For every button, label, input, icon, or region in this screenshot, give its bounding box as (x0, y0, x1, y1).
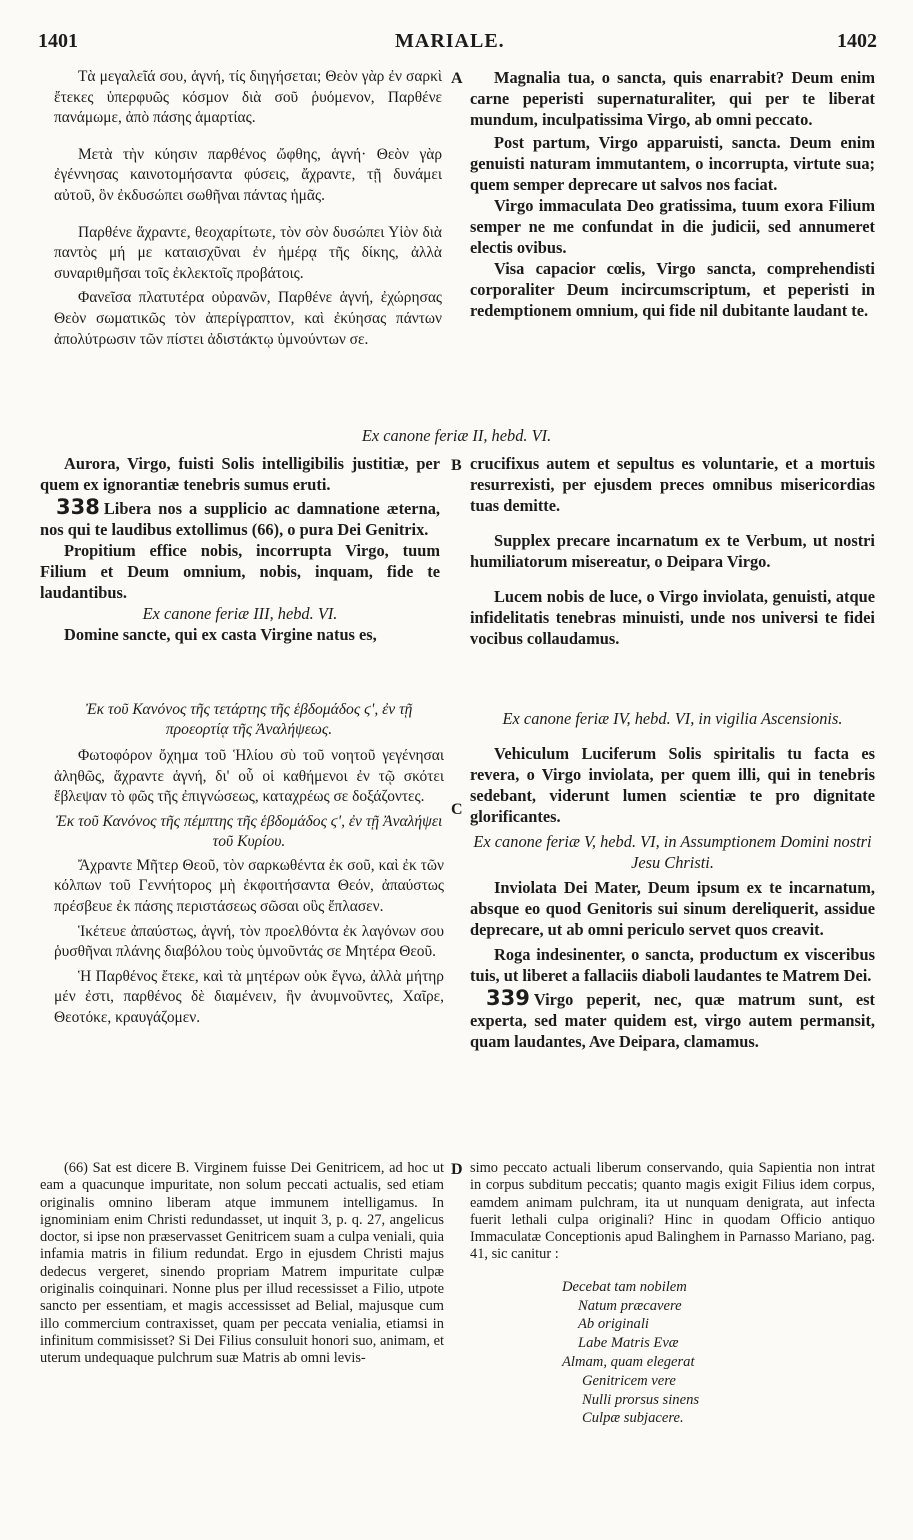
paragraph-number: 338 (56, 495, 100, 519)
latin-paragraph: Aurora, Virgo, fuisti Solis intelligibilis justitiæ, per quem ex ignorantiæ tenebris sumus eruti. (40, 454, 440, 494)
poem (562, 1278, 875, 1428)
latin-paragraph: Vehiculum Luciferum Solis spiritalis tu facta es revera, o Virgo inviolata, per quem illi, qui in tenebris sedebant, viderunt lumen scientiæ te pro dignitate glorificantes. (470, 744, 875, 826)
section-rubric: Ἐκ τοῦ Κανόνος τῆς τετάρτης τῆς ἑβδομάδος ϛ', ἐν τῇ προεορτίᾳ τῆς Ἀναλήψεως. (85, 701, 413, 738)
latin-paragraph-339: 339 Virgo peperit, nec, quæ matrum sunt, est experta, sed mater quidem est, virgo autem permansit, quam laudantes, Ave Deipara, clamamus. (470, 986, 875, 1051)
page-header (0, 30, 913, 60)
section-rubric: Ex canone feriæ III, hebd. VI. (142, 604, 338, 623)
latin-paragraph: Inviolata Dei Mater, Deum ipsum ex te incarnatum, absque eo quod Genitoris sui sinum dereliquerit, assidue deprecare, ut ab omni periculo servet quos creavit. (470, 878, 875, 939)
poem-line: Culpæ subjacere. (582, 1410, 684, 1427)
latin-paragraph: Virgo immaculata Deo gratissima, tuum exora Filium semper ne me confundat in die judicii, sed annumeret electis ovibus. (470, 196, 875, 257)
margin-letter-d: D (451, 1161, 463, 1178)
section-rubric: Ex canone feriæ II, hebd. VI. (361, 426, 552, 445)
margin-letter-c: C (451, 801, 463, 818)
greek-paragraph: Μετὰ τὴν κύησιν παρθένος ὤφθης, ἁγνή· Θεὸν γὰρ ἐγέννησας καινοτομήσαντα φύσεις, ἄχραντε, τῇ δυνάμει αὐτοῦ, ὃν ἐκδυσώπει σωθῆναι πάντας ἡμᾶς. (54, 145, 442, 204)
greek-paragraph: Φωτοφόρον ὄχημα τοῦ Ἡλίου σὺ τοῦ νοητοῦ γεγένησαι ἀληθῶς, ἄχραντε ἁγνή, δι' οὗ οἱ καθήμενοι ἐν τῷ σκότει ἔβλεψαν τὸ φῶς τῆς ἐπιγνώσεως, καταχρέως σε δοξάζοντες. (54, 747, 444, 806)
section-rubric: Ἐκ τοῦ Κανόνος τῆς πέμπτης τῆς ἑβδομάδος ϛ', ἐν τῇ Ἀναλήψει τοῦ Κυρίου. (55, 812, 443, 850)
latin-column-left-mid (40, 453, 440, 645)
section-rubric: Ex canone feriæ V, hebd. VI, in Assumptionem Domini nostri Jesu Christi. (473, 832, 872, 872)
greek-paragraph: Τὰ μεγαλεῖά σου, ἁγνή, τίς διηγήσεται; Θεὸν γὰρ ἐν σαρκὶ ἔτεκες ὑπερφυῶς κόσμον διὰ σοῦ ῥυόμενον, Παρθένε πανάμωμε, ἀπὸ πάσης ἁμαρτίας. (54, 68, 442, 127)
latin-paragraph: Propitium effice nobis, incorrupta Virgo, tuum Filium et Deum omnium, nobis, inquam, fide te laudantibus. (40, 541, 440, 602)
greek-paragraph: Ἱκέτευε ἀπαύστως, ἁγνή, τὸν προελθόντα ἐκ λαγόνων σου ῥυσθῆναι πλάνης διαβόλου τοὺς ὑμνοῦντάς σε Μητέρα Θεοῦ. (54, 922, 444, 961)
greek-column-low (54, 700, 444, 1029)
latin-paragraph: Visa capacior cœlis, Virgo sancta, comprehendisti corporaliter Deum incircumscriptum, et peperisti in redemptionem omnium, qui fide nil dubitante laudant te. (470, 259, 875, 320)
poem-line: Genitricem vere (582, 1372, 676, 1389)
latin-column-low (470, 708, 875, 1052)
margin-letter-b: B (451, 457, 462, 474)
latin-paragraph: Lucem nobis de luce, o Virgo inviolata, genuisti, atque infidelitatis tenebras minuisti, unde nos universi te fidei vocibus collaudamus. (470, 587, 875, 648)
latin-paragraph: Domine sancte, qui ex casta Virgine natus es, (64, 625, 377, 644)
latin-paragraph: Roga indesinenter, o sancta, productum ex visceribus tuis, ut liberet a fallaciis diaboli laudantes te Matrem Dei. (470, 945, 875, 985)
running-title: MARIALE. (395, 30, 505, 52)
greek-paragraph: Ἄχραντε Μῆτερ Θεοῦ, τὸν σαρκωθέντα ἐκ σοῦ, καὶ ἐκ τῶν κόλπων τοῦ Γεννήτορος μὴ ἐκφοιτήσαντα Θεόν, ἀπαύστως πρέσβευε ἐκ πάσης περιστάσεως σῶσαι οὓς ἔπλασεν. (54, 856, 444, 915)
latin-paragraph-338: 338 Libera nos a supplicio ac damnatione æterna, nos qui te laudibus extollimus (66), o pura Dei Genitrix. (40, 495, 440, 539)
poem-line: Almam, quam elegerat (562, 1353, 695, 1370)
greek-paragraph: Φανεῖσα πλατυτέρα οὐρανῶν, Παρθένε ἁγνή, ἐχώρησας Θεὸν σωματικῶς τὸν ἀπερίγραπτον, καὶ ἐκύησας πάντων ἀπολύτρωσιν τῶν πίστει ἀδιστάκτῳ ὑμνούντων σε. (54, 289, 442, 348)
poem-line: Ab originali (578, 1316, 649, 1333)
greek-column-top (54, 67, 442, 350)
poem-line: Natum præcavere (578, 1297, 682, 1314)
footnote-text: (66) Sat est dicere B. Virginem fuisse Dei Genitricem, ad hoc ut eam a quacunque impuritate, non solum peccati actualis, sed etiam originalis omnino liberam atque immunem intelligamus. In ignominiam enim Christi redundasset, ut inquit 3, p. q. 27, angelicus doctor, si ipse non præservasset Genitricem suam a culpa veniali, quia infamia matris in filium redundat. Ergo in ejusdem Christi majus dedecus vergeret, sinendo propriam Matrem impuritate culpæ originalis coinquinari. Nonne plus per illud recessisset a Filio, utpote sancto per essentiam, et magis accessisset ad Belial, majusque cum illo commercium contraxisset, quam per peccata venialia, etiamsi in infinitum commisisset? Si Dei Filius consuluit honori suo, animam, et uterum undequaque pulchrum suæ Matris ab omni levis- (40, 1160, 444, 1367)
latin-paragraph: Post partum, Virgo apparuisti, sancta. Deum enim genuisti naturam immutantem, o incorrupta, virtute sua; quem semper deprecare ut salvos nos faciat. (470, 133, 875, 194)
page-number-left: 1401 (38, 30, 78, 52)
latin-paragraph: Magnalia tua, o sancta, quis enarrabit? Deum enim carne peperisti supernaturaliter, qui per te liberat mundum, inculpatissima Virgo, ab omni peccato. (470, 68, 875, 129)
margin-letter-a: A (451, 70, 463, 87)
greek-paragraph: Παρθένε ἄχραντε, θεοχαρίτωτε, τὸν σὸν δυσώπει Υἱὸν διὰ παντὸς μή με καταισχῦναι ἐν ἡμέρᾳ τῆς δίκης, ἀλλὰ συναριθμῆσαι τοῖς ἐκλεκτοῖς προβάτοις. (54, 223, 442, 282)
poem-line: Labe Matris Evæ (578, 1335, 679, 1352)
page-number-right: 1402 (837, 30, 877, 52)
greek-paragraph: Ἡ Παρθένος ἔτεκε, καὶ τὰ μητέρων οὐκ ἔγνω, ἀλλὰ μήτηρ μέν ἐστι, παρθένος δὲ διαμένειν, ἣν ἀνυμνοῦντες, Χαῖρε, Θεοτόκε, κραυγάζομεν. (54, 967, 444, 1026)
poem-line: Decebat tam nobilem (562, 1278, 687, 1295)
footnote-right (470, 1160, 875, 1428)
latin-paragraph: crucifixus autem et sepultus es voluntarie, et a mortuis resurrexisti, per ejusdem preces omnibus misericordias tuas demitte. (470, 454, 875, 515)
section-rubric: Ex canone feriæ IV, hebd. VI, in vigilia Ascensionis. (502, 709, 843, 728)
paragraph-number: 339 (486, 986, 530, 1010)
latin-column-top (470, 67, 875, 321)
latin-paragraph: Supplex precare incarnatum ex te Verbum, ut nostri humiliatorum misereatur, o Deipara Virgo. (470, 531, 875, 571)
footnote-left (40, 1160, 444, 1368)
poem-line: Nulli prorsus sinens (582, 1391, 700, 1408)
latin-column-right-mid (470, 453, 875, 649)
footnote-text: simo peccato actuali liberum conservando, quia Sapientia non intrat in corpus subditum peccatis; quanto magis exigit Filius idem corpus, eamdem animam pulchram, ita ut nunquam denigrata, aut infecta fuerit lethali culpa originali? Hinc in quodam Officio antiquo Immaculatæ Conceptionis apud Balinghem in Parnasso Mariano, pag. 41, sic canitur : (470, 1160, 875, 1263)
